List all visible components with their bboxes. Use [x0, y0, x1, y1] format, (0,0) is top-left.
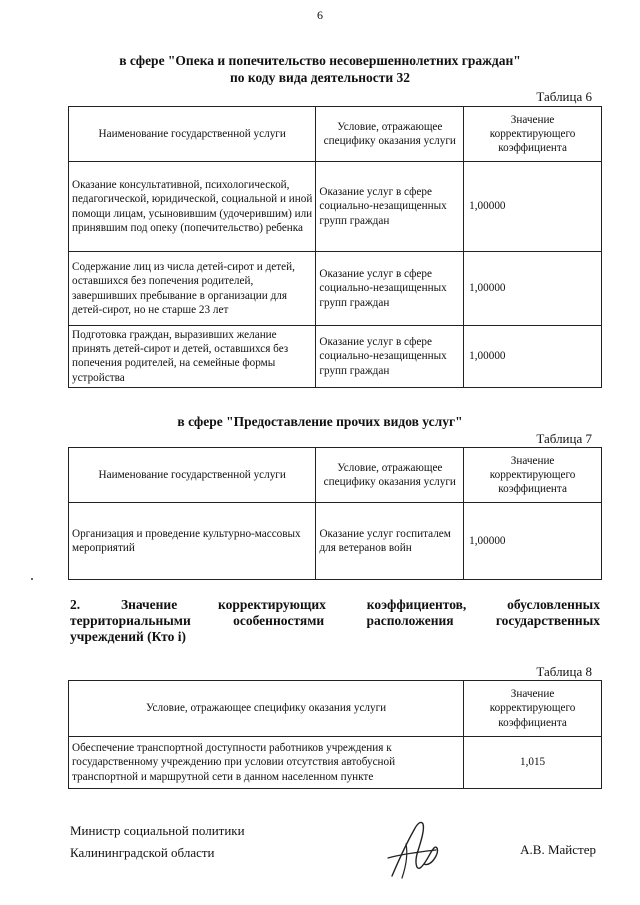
table-caption: Таблица 8 [536, 664, 592, 679]
table-header-row [69, 107, 602, 162]
section-2-heading [70, 597, 600, 645]
service-cell: Содержание лиц из числа детей-сирот и детей, оставшихся без попечения родителей, завершивших пребывание в организации для детей-сирот, но не старше 23 лет [69, 252, 316, 326]
table-caption: Таблица 6 [536, 89, 592, 104]
service-cell: Подготовка граждан, выразивших желание принять детей-сирот и детей, оставшихся без попечения родителей, на семейные формы устройства [69, 326, 316, 388]
position-line: Калининградской области [70, 845, 215, 860]
column-header: Значение корректирующего коэффициента [464, 681, 602, 737]
signatory-position [70, 820, 245, 864]
page-number: 6 [317, 8, 323, 22]
heading-word: корректирующих [218, 597, 326, 612]
section-number: 2. [70, 597, 81, 612]
table-other [68, 447, 602, 580]
position-line: Министр социальной политики [70, 823, 245, 838]
value-cell: 1,00000 [464, 326, 602, 388]
condition-cell: Оказание услуг в сфере социально-незащищенных групп граждан [316, 162, 464, 252]
condition-cell: Оказание услуг госпиталем для ветеранов войн [316, 503, 464, 580]
heading-line: по коду вида деятельности 32 [229, 70, 411, 85]
value-cell: 1,00000 [464, 252, 602, 326]
column-header: Наименование государственной услуги [69, 107, 316, 162]
column-header: Условие, отражающее специфику оказания услуги [316, 107, 464, 162]
condition-cell: Обеспечение транспортной доступности работников учреждения к государственному учреждению при условии отсутствия автобусной транспортной и маршрутной сети в данном населенном пункте [69, 737, 464, 789]
handwritten-signature [384, 814, 454, 884]
table-row [69, 326, 602, 388]
service-cell: Организация и проведение культурно-массовых мероприятий [69, 503, 316, 580]
value-cell: 1,00000 [464, 162, 602, 252]
column-header: Условие, отражающее специфику оказания услуги [69, 681, 464, 737]
column-header: Значение корректирующего коэффициента [464, 448, 602, 503]
heading-word: коэффициентов, [366, 597, 467, 612]
service-cell: Оказание консультативной, психологической, педагогической, юридической, социальной и иной помощи лицам, усыновившим (удочерившим) или принявшим под опеку (попечительство) ребенка [69, 162, 316, 252]
heading-word: Значение [120, 597, 178, 612]
section-2-line: территориальными особенностями расположения государственных [70, 613, 600, 628]
condition-cell: Оказание услуг в сфере социально-незащищенных групп граждан [316, 252, 464, 326]
section-heading-opeka [0, 52, 640, 86]
margin-mark [31, 578, 33, 580]
value-cell: 1,015 [464, 737, 602, 789]
section-2-line [70, 597, 600, 613]
column-header: Условие, отражающее специфику оказания услуги [316, 448, 464, 503]
column-header: Значение корректирующего коэффициента [464, 107, 602, 162]
table-header-row [69, 681, 602, 737]
table-8 [68, 680, 602, 789]
table-caption: Таблица 7 [536, 431, 592, 446]
value-cell: 1,00000 [464, 503, 602, 580]
heading-line: в сфере "Опека и попечительство несовершеннолетних граждан" [119, 53, 521, 68]
table-opeka [68, 106, 602, 388]
signatory-name: А.В. Майстер [520, 842, 596, 857]
condition-cell: Оказание услуг в сфере социально-незащищенных групп граждан [316, 326, 464, 388]
table-row [69, 162, 602, 252]
section-2-line: учреждений (Кто i) [70, 629, 186, 644]
table-row [69, 503, 602, 580]
table-row [69, 737, 602, 789]
section-heading-other: в сфере "Предоставление прочих видов услуг" [177, 414, 463, 429]
column-header: Наименование государственной услуги [69, 448, 316, 503]
table-row [69, 252, 602, 326]
table-header-row [69, 448, 602, 503]
heading-word: обусловленных [507, 597, 600, 612]
